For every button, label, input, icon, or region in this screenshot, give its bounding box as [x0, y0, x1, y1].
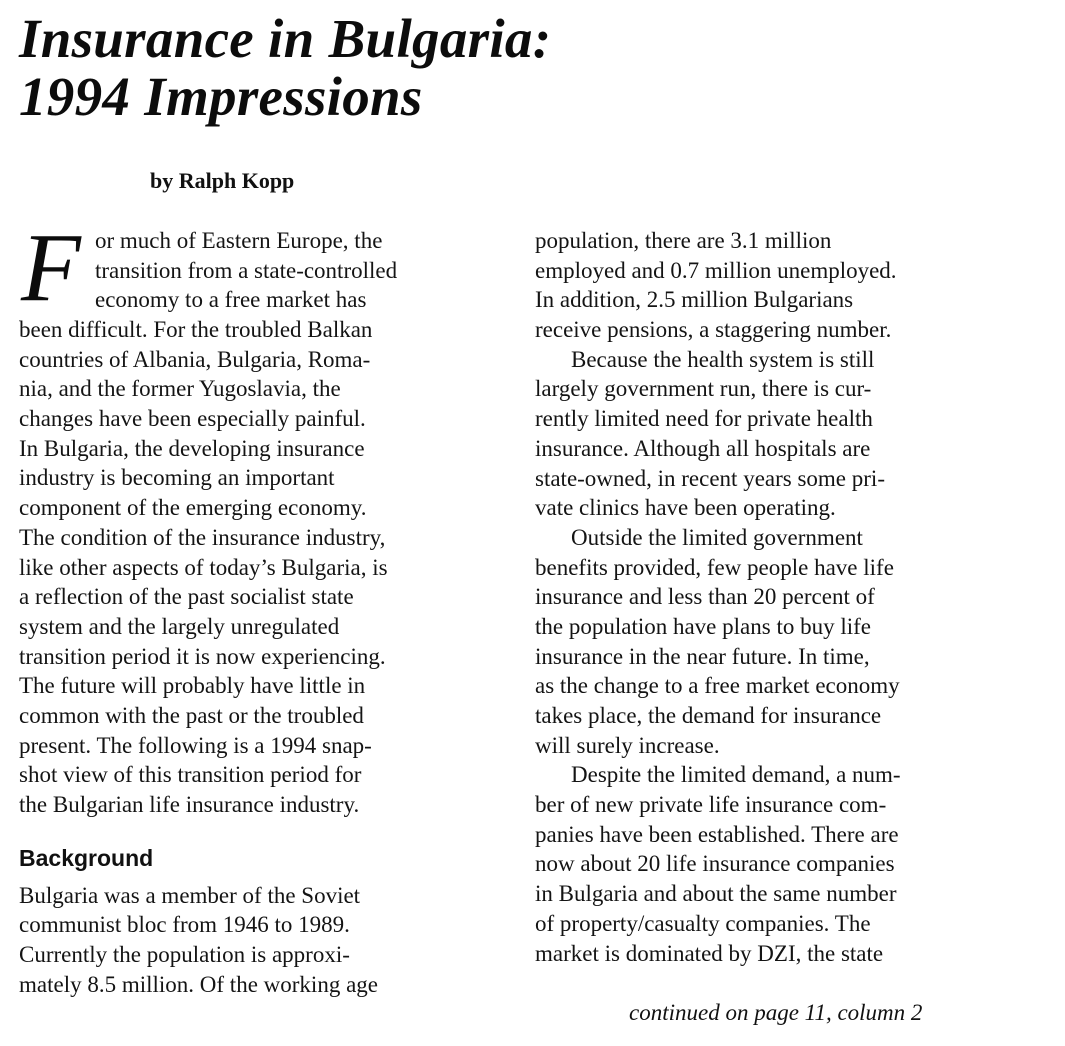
text-line: state-owned, in recent years some pri-: [535, 465, 885, 491]
text-line: insurance and less than 20 percent of: [535, 584, 875, 610]
text-line: or much of Eastern Europe, the: [95, 228, 383, 253]
title-line-1: Insurance in Bulgaria:: [19, 8, 552, 69]
text-line: present. The following is a 1994 snap-: [19, 732, 372, 758]
text-line: nia, and the former Yugoslavia, the: [19, 376, 341, 402]
text-line: In addition, 2.5 million Bulgarians: [535, 287, 854, 313]
text-line: system and the largely unregulated: [19, 613, 340, 639]
article-title: [19, 10, 551, 126]
intro-dropcap-block: [19, 214, 499, 322]
text-line: will surely increase.: [535, 732, 720, 758]
text-line: now about 20 life insurance companies: [535, 851, 895, 877]
text-line: benefits provided, few people have life: [535, 554, 894, 580]
text-line: ber of new private life insurance com-: [535, 792, 887, 818]
text-line: changes have been especially painful.: [19, 406, 366, 432]
section-heading-background: Background: [19, 844, 154, 871]
text-line: economy to a free market has: [95, 287, 367, 313]
paragraph-health-system: [535, 345, 1035, 523]
paragraph-government-benefits: [535, 523, 1035, 761]
text-line: countries of Albania, Bulgaria, Roma-: [19, 346, 371, 372]
text-line: market is dominated by DZI, the state: [535, 940, 884, 966]
text-line: industry is becoming an important: [19, 465, 335, 491]
text-line: insurance in the near future. In time,: [535, 643, 870, 669]
background-paragraph: [19, 881, 499, 1000]
text-line: receive pensions, a staggering number.: [535, 317, 892, 343]
text-line: been difficult. For the troubled Balkan: [19, 317, 373, 342]
text-line: The future will probably have little in: [19, 673, 366, 699]
dropcap-lines: [95, 226, 397, 315]
text-line: in Bulgaria and about the same number: [535, 881, 897, 907]
text-line: Because the health system is still: [571, 346, 875, 372]
intro-paragraph: [19, 315, 499, 820]
title-line-2: 1994 Impressions: [19, 66, 423, 127]
text-line: like other aspects of today’s Bulgaria, is: [19, 554, 388, 580]
left-column: [19, 214, 499, 999]
text-line: transition from a state-controlled: [95, 257, 398, 283]
text-line: In Bulgaria, the developing insurance: [19, 435, 365, 461]
text-line: vate clinics have been operating.: [535, 495, 836, 521]
text-line: employed and 0.7 million unemployed.: [535, 257, 897, 283]
text-line: of property/casualty companies. The: [535, 910, 871, 936]
text-line: component of the emerging economy.: [19, 495, 367, 521]
paragraph-new-companies: [535, 760, 1035, 968]
text-line: the population have plans to buy life: [535, 613, 871, 639]
text-line: insurance. Although all hospitals are: [535, 435, 871, 461]
text-line: takes place, the demand for insurance: [535, 703, 882, 728]
text-line: population, there are 3.1 million: [535, 228, 832, 253]
text-line: The condition of the insurance industry,: [19, 524, 386, 550]
right-column: [535, 226, 1035, 968]
text-line: rently limited need for private health: [535, 406, 873, 432]
drop-cap: F: [21, 214, 81, 322]
text-line: communist bloc from 1946 to 1989.: [19, 912, 350, 938]
byline: by Ralph Kopp: [150, 168, 295, 193]
text-line: a reflection of the past socialist state: [19, 584, 354, 610]
text-line: Despite the limited demand, a num-: [571, 762, 901, 788]
text-line: transition period it is now experiencing.: [19, 643, 386, 669]
continued-note: continued on page 11, column 2: [629, 1000, 923, 1025]
text-line: largely government run, there is cur-: [535, 376, 872, 402]
text-line: mately 8.5 million. Of the working age: [19, 971, 378, 997]
paragraph-population: [535, 226, 1035, 345]
text-line: Outside the limited government: [571, 524, 863, 550]
text-line: panies have been established. There are: [535, 821, 899, 847]
text-line: Currently the population is approxi-: [19, 942, 350, 968]
text-line: Bulgaria was a member of the Soviet: [19, 882, 361, 908]
text-line: as the change to a free market economy: [535, 673, 900, 699]
text-line: shot view of this transition period for: [19, 762, 362, 788]
text-line: common with the past or the troubled: [19, 702, 364, 728]
text-line: the Bulgarian life insurance industry.: [19, 792, 360, 817]
